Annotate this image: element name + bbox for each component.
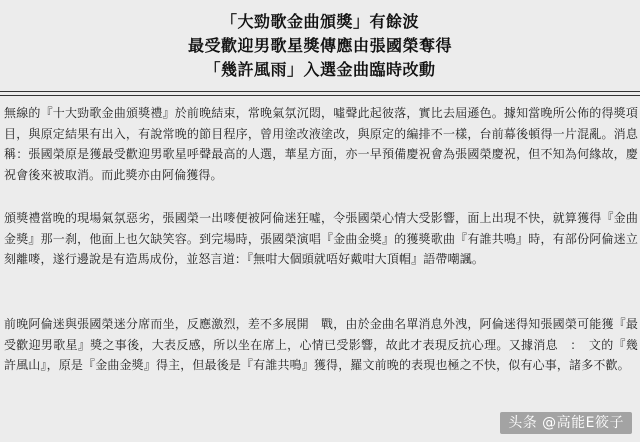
headline-line-2: 最受歡迎男歌星獎傳應由張國榮奪得	[187, 36, 452, 55]
article-paragraph-1: 無線的『十大勁歌金曲頒獎禮』於前晚結束，常晚氣氛沉悶，噓聲此起彼落，實比去屆遜色。據知當晚所公佈的得獎項目，與原定結果有出入，有說常晚的節目程序，曾用塗改液塗改，與原定的編排不一樣，台前幕後頓得一片混亂。消息稱：張國榮原是獲最受歡迎男歌星呼聲最高的人選，華星方面，亦一早預備慶祝會為張國榮慶祝，但不知為何緣故，慶祝會後來被取消。而此獎亦由阿倫獲得。	[4, 106, 638, 182]
article-paragraph-2: 頒獎禮當晚的現場氣氛惡劣，張國榮一出嘜便被阿倫迷狂噓，令張國榮心情大受影響，面上出現不快，就算獲得『金曲金獎』那一刹，他面上也欠缺笑容。到完場時，張國榮演唱『金曲金獎』的獲獎歌曲『有誰共鳴』時，有部份阿倫迷立刻離嘜，遂行邊說是有造馬成份，並怒言道：『無咁大個頭就唔好戴咁大頂帽』語帶嘲諷。	[4, 211, 638, 267]
headline-line-3: 「幾許風雨」入選金曲臨時改動	[204, 60, 436, 79]
divider-top	[0, 91, 640, 92]
article-paragraph-3: 前晚阿倫迷與張國榮迷分席而坐，反應激烈，差不多展開 戰，由於金曲名單消息外洩，阿倫迷得知張國榮可能獲『最受歡迎男歌星』獎之事後，大表反感，所以坐在席上，心情已受影響，故此才表現反抗心理。又據消息 ： 文的『幾許風山』，原是『金曲金獎』得主，但最後是『有誰共鳴』獲得，羅文前晚的表現也極之不快，似有心事，諸多不歡。	[4, 317, 638, 373]
headline-line-1: 「大勁歌金曲頒獎」有餘波	[220, 12, 419, 31]
divider-bottom	[0, 95, 640, 96]
source-watermark: 头条 @高能E筱子	[500, 412, 632, 434]
